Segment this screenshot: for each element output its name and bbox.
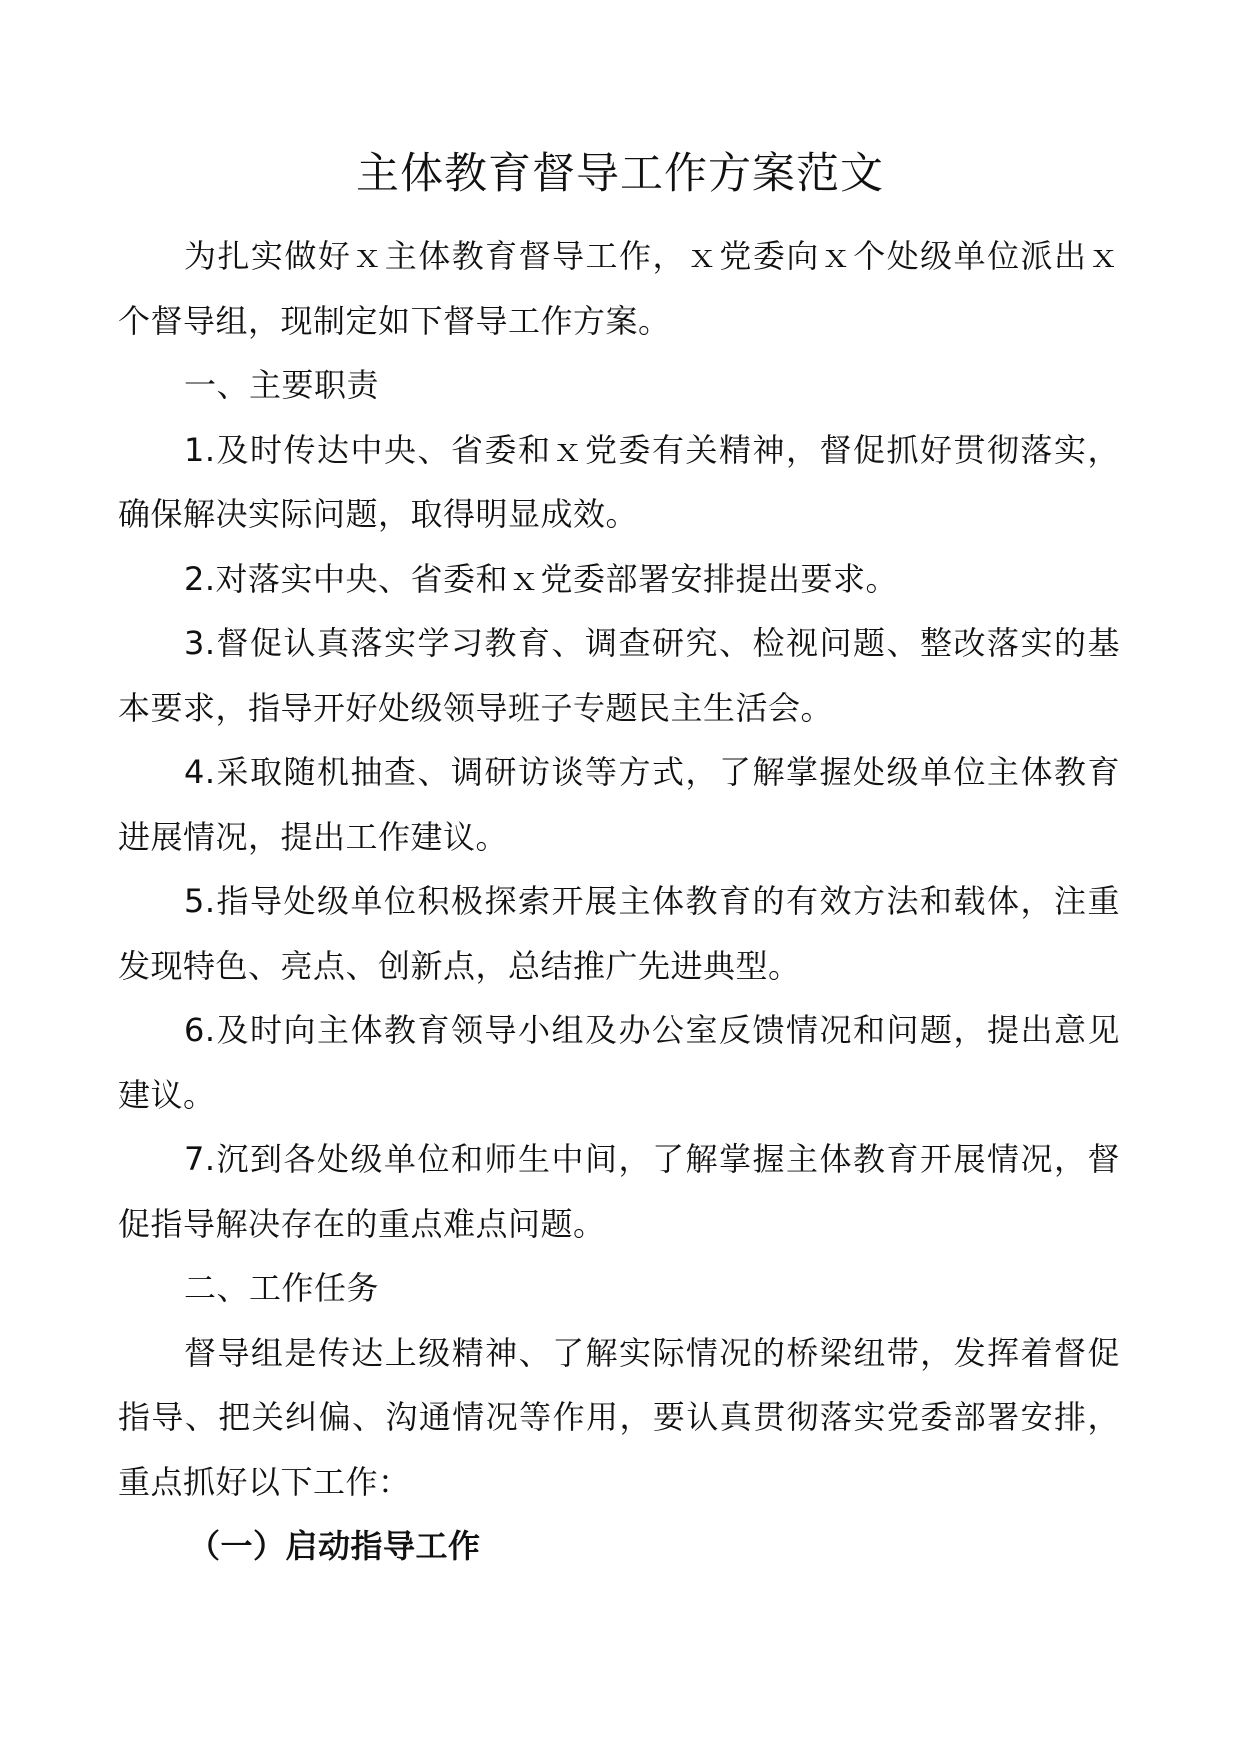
duty-item-4: 4.采取随机抽查、调研访谈等方式，了解掌握处级单位主体教育进展情况，提出工作建议。	[118, 753, 1120, 856]
duty-item-6: 6.及时向主体教育领导小组及办公室反馈情况和问题，提出意见建议。	[118, 1011, 1120, 1114]
duty-item-7: 7.沉到各处级单位和师生中间，了解掌握主体教育开展情况，督促指导解决存在的重点难点问题。	[118, 1140, 1120, 1243]
section-heading-main-duties: 一、主要职责	[184, 366, 380, 404]
subsection-heading-start-guidance: （一）启动指导工作	[188, 1527, 481, 1565]
duty-item-3: 3.督促认真落实学习教育、调查研究、检视问题、整改落实的基本要求，指导开好处级领导班子专题民主生活会。	[118, 624, 1120, 727]
intro-paragraph: 为扎实做好ｘ主体教育督导工作，ｘ党委向ｘ个处级单位派出ｘ个督导组，现制定如下督导工作方案。	[118, 237, 1120, 340]
duty-item-1: 1.及时传达中央、省委和ｘ党委有关精神，督促抓好贯彻落实，确保解决实际问题，取得明显成效。	[118, 430, 1120, 533]
duty-item-5: 5.指导处级单位积极探索开展主体教育的有效方法和载体，注重发现特色、亮点、创新点，总结推广先进典型。	[118, 882, 1120, 985]
document-title: 主体教育督导工作方案范文	[356, 149, 884, 199]
section-heading-work-tasks: 二、工作任务	[184, 1269, 380, 1307]
duty-item-2: 2.对落实中央、省委和ｘ党委部署安排提出要求。	[184, 559, 899, 598]
document-body	[118, 224, 1120, 1579]
work-tasks-paragraph: 督导组是传达上级精神、了解实际情况的桥梁纽带，发挥着督促指导、把关纠偏、沟通情况等作用，要认真贯彻落实党委部署安排，重点抓好以下工作：	[118, 1333, 1120, 1501]
